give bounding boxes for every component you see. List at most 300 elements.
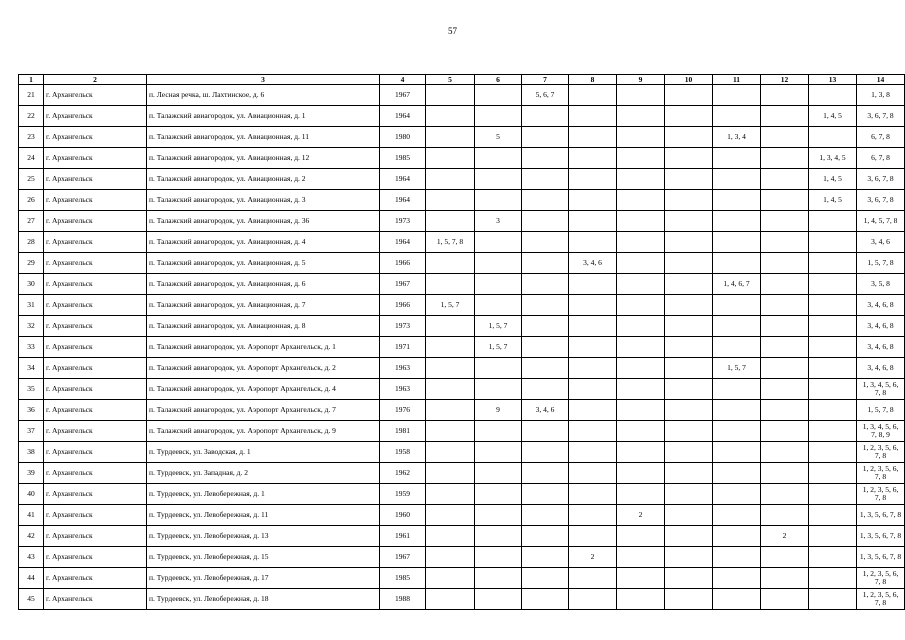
table-cell: 1, 2, 3, 5, 6, 7, 8 — [857, 442, 905, 463]
table-cell — [426, 589, 475, 610]
table-cell — [569, 316, 617, 337]
table-cell: 1960 — [380, 505, 426, 526]
table-cell: 9 — [475, 400, 522, 421]
table-cell — [522, 463, 569, 484]
table-cell: 1, 5, 7 — [475, 337, 522, 358]
table-cell — [617, 190, 665, 211]
table-cell — [522, 148, 569, 169]
table-cell — [522, 568, 569, 589]
column-header-3: 3 — [147, 75, 380, 85]
table-cell: 37 — [19, 421, 44, 442]
table-cell — [475, 253, 522, 274]
table-cell — [522, 295, 569, 316]
table-cell — [617, 337, 665, 358]
table-cell: п. Талажский авиагородок, ул. Авиационная, д. 4 — [147, 232, 380, 253]
table-cell — [426, 253, 475, 274]
table-cell — [761, 169, 809, 190]
table-cell — [761, 463, 809, 484]
table-cell: 1, 5, 7, 8 — [426, 232, 475, 253]
table-cell — [665, 211, 713, 232]
table-cell — [569, 169, 617, 190]
table-cell: г. Архангельск — [44, 400, 147, 421]
table-cell — [569, 211, 617, 232]
table-cell: 3, 4, 6, 8 — [857, 316, 905, 337]
table-cell — [713, 106, 761, 127]
table-cell — [426, 85, 475, 106]
table-cell: 1959 — [380, 484, 426, 505]
table-row — [19, 568, 905, 589]
table-cell — [426, 526, 475, 547]
table-cell — [617, 148, 665, 169]
table-cell — [665, 589, 713, 610]
table-cell: 3, 6, 7, 8 — [857, 106, 905, 127]
table-cell — [426, 547, 475, 568]
table-cell — [475, 295, 522, 316]
table-cell: 1, 3, 5, 6, 7, 8 — [857, 526, 905, 547]
table-row — [19, 484, 905, 505]
table-cell — [617, 85, 665, 106]
table-cell — [569, 505, 617, 526]
table-cell — [665, 505, 713, 526]
table-cell: 1973 — [380, 316, 426, 337]
table-cell — [569, 568, 617, 589]
table-cell — [617, 127, 665, 148]
table-cell — [809, 421, 857, 442]
table-cell: 1, 5, 7, 8 — [857, 400, 905, 421]
table-cell — [475, 547, 522, 568]
table-cell: 1958 — [380, 442, 426, 463]
table-cell: 29 — [19, 253, 44, 274]
table-cell: п. Талажский авиагородок, ул. Авиационная, д. 2 — [147, 169, 380, 190]
table-row — [19, 211, 905, 232]
table-cell — [569, 379, 617, 400]
table-cell — [665, 274, 713, 295]
table-cell — [475, 106, 522, 127]
table-cell — [475, 568, 522, 589]
table-cell: г. Архангельск — [44, 379, 147, 400]
table-cell — [761, 148, 809, 169]
table-cell — [426, 190, 475, 211]
table-cell — [426, 505, 475, 526]
table-cell — [761, 589, 809, 610]
table-cell — [761, 400, 809, 421]
table-cell: п. Турдеевск, ул. Левобережная, д. 13 — [147, 526, 380, 547]
table-cell — [713, 169, 761, 190]
table-cell — [809, 274, 857, 295]
table-cell — [426, 127, 475, 148]
table-cell: 32 — [19, 316, 44, 337]
table-cell: 1966 — [380, 295, 426, 316]
table-row — [19, 589, 905, 610]
table-cell — [522, 190, 569, 211]
table-cell — [522, 589, 569, 610]
table-cell — [713, 589, 761, 610]
table-cell — [665, 421, 713, 442]
table-cell — [522, 484, 569, 505]
table-cell — [569, 463, 617, 484]
table-cell — [522, 421, 569, 442]
table-cell — [665, 526, 713, 547]
table-cell — [475, 505, 522, 526]
page-number: 57 — [448, 26, 457, 36]
table-cell: 21 — [19, 85, 44, 106]
table-cell — [665, 547, 713, 568]
table-cell: п. Талажский авиагородок, ул. Авиационная, д. 11 — [147, 127, 380, 148]
table-cell: 6, 7, 8 — [857, 127, 905, 148]
table-cell: п. Талажский авиагородок, ул. Авиационная, д. 7 — [147, 295, 380, 316]
table-cell — [569, 148, 617, 169]
table-cell — [809, 589, 857, 610]
table-cell: 3 — [475, 211, 522, 232]
table-cell — [761, 337, 809, 358]
table-row — [19, 106, 905, 127]
table-cell: г. Архангельск — [44, 442, 147, 463]
table-cell — [522, 442, 569, 463]
table-cell: 25 — [19, 169, 44, 190]
table-cell: 1, 5, 7 — [475, 316, 522, 337]
table-cell: 1966 — [380, 253, 426, 274]
table-cell — [475, 526, 522, 547]
table-cell — [522, 232, 569, 253]
table-row — [19, 169, 905, 190]
table-cell — [713, 484, 761, 505]
table-cell — [475, 274, 522, 295]
table-cell: 2 — [617, 505, 665, 526]
table-cell: 1, 4, 5 — [809, 169, 857, 190]
table-cell — [809, 85, 857, 106]
table-cell: г. Архангельск — [44, 568, 147, 589]
table-cell: 34 — [19, 358, 44, 379]
table-cell — [426, 274, 475, 295]
table-cell — [617, 463, 665, 484]
table-cell: 1, 3, 4 — [713, 127, 761, 148]
table-cell: 33 — [19, 337, 44, 358]
table-cell: п. Турдеевск, ул. Левобережная, д. 11 — [147, 505, 380, 526]
table-cell — [522, 358, 569, 379]
table-cell — [475, 421, 522, 442]
table-cell — [475, 358, 522, 379]
column-header-10: 10 — [665, 75, 713, 85]
table-cell — [665, 442, 713, 463]
table-cell — [761, 505, 809, 526]
table-cell — [617, 274, 665, 295]
table-cell — [713, 547, 761, 568]
table-cell — [522, 127, 569, 148]
table-cell: п. Турдеевск, ул. Заводская, д. 1 — [147, 442, 380, 463]
table-cell: п. Турдеевск, ул. Левобережная, д. 1 — [147, 484, 380, 505]
table-cell — [713, 85, 761, 106]
table-cell — [617, 442, 665, 463]
table-cell: г. Архангельск — [44, 589, 147, 610]
table-cell: г. Архангельск — [44, 169, 147, 190]
table-cell — [665, 358, 713, 379]
table-cell — [713, 148, 761, 169]
table-cell: 1985 — [380, 148, 426, 169]
table-cell — [761, 316, 809, 337]
table-cell — [475, 463, 522, 484]
table-cell: 1, 4, 5, 7, 8 — [857, 211, 905, 232]
table-cell: 3, 4, 6 — [522, 400, 569, 421]
table-cell — [809, 442, 857, 463]
table-cell — [713, 463, 761, 484]
table-cell — [809, 526, 857, 547]
housing-register-table — [18, 74, 905, 610]
table-cell — [713, 526, 761, 547]
table-cell — [809, 337, 857, 358]
table-cell: 41 — [19, 505, 44, 526]
table-row — [19, 190, 905, 211]
table-cell — [761, 190, 809, 211]
table-cell: п. Талажский авиагородок, ул. Авиационная, д. 6 — [147, 274, 380, 295]
table-cell: г. Архангельск — [44, 295, 147, 316]
table-cell: г. Архангельск — [44, 463, 147, 484]
table-cell — [761, 484, 809, 505]
table-cell: г. Архангельск — [44, 148, 147, 169]
table-cell: 24 — [19, 148, 44, 169]
table-cell: 1, 3, 4, 5, 6, 7, 8 — [857, 379, 905, 400]
table-cell: 30 — [19, 274, 44, 295]
table-row — [19, 316, 905, 337]
table-cell — [809, 484, 857, 505]
table-cell — [569, 232, 617, 253]
table-cell — [665, 316, 713, 337]
table-cell: г. Архангельск — [44, 316, 147, 337]
column-header-12: 12 — [761, 75, 809, 85]
table-cell — [426, 442, 475, 463]
column-header-6: 6 — [475, 75, 522, 85]
table-cell — [665, 169, 713, 190]
table-cell — [475, 85, 522, 106]
table-cell — [569, 190, 617, 211]
table-cell: 31 — [19, 295, 44, 316]
table-cell — [665, 484, 713, 505]
table-cell — [665, 106, 713, 127]
table-cell: 1967 — [380, 274, 426, 295]
column-header-4: 4 — [380, 75, 426, 85]
table-cell: 5 — [475, 127, 522, 148]
table-cell: 1985 — [380, 568, 426, 589]
table-cell — [475, 379, 522, 400]
table-cell: 1963 — [380, 358, 426, 379]
table-row — [19, 148, 905, 169]
table-row — [19, 400, 905, 421]
table-cell — [713, 190, 761, 211]
table-cell — [761, 274, 809, 295]
table-cell: 1, 2, 3, 5, 6, 7, 8 — [857, 463, 905, 484]
table-cell — [617, 589, 665, 610]
table-cell: 1, 3, 5, 6, 7, 8 — [857, 547, 905, 568]
table-cell — [569, 400, 617, 421]
table-cell — [809, 127, 857, 148]
table-cell: п. Талажский авиагородок, ул. Авиационная, д. 1 — [147, 106, 380, 127]
table-cell — [761, 253, 809, 274]
table-row — [19, 253, 905, 274]
table-cell — [809, 358, 857, 379]
table-cell — [617, 358, 665, 379]
table-cell — [617, 568, 665, 589]
table-cell: 1, 2, 3, 5, 6, 7, 8 — [857, 568, 905, 589]
table-cell — [761, 568, 809, 589]
table-cell — [617, 526, 665, 547]
table-cell — [713, 400, 761, 421]
table-cell: 1, 2, 3, 5, 6, 7, 8 — [857, 589, 905, 610]
table-cell: 1, 5, 7 — [426, 295, 475, 316]
table-cell — [761, 442, 809, 463]
table-cell: 1963 — [380, 379, 426, 400]
column-header-1: 1 — [19, 75, 44, 85]
table-cell: г. Архангельск — [44, 421, 147, 442]
table-row — [19, 358, 905, 379]
table-cell — [569, 484, 617, 505]
table-cell — [809, 400, 857, 421]
table-cell — [713, 337, 761, 358]
table-cell: 1, 4, 6, 7 — [713, 274, 761, 295]
table-cell: 1967 — [380, 547, 426, 568]
table-cell: п. Турдеевск, ул. Левобережная, д. 17 — [147, 568, 380, 589]
header-row — [19, 75, 905, 85]
column-header-11: 11 — [713, 75, 761, 85]
table-cell: п. Талажский авиагородок, ул. Аэропорт Архангельск, д. 7 — [147, 400, 380, 421]
table-cell — [761, 295, 809, 316]
table-cell — [665, 232, 713, 253]
table-cell: 22 — [19, 106, 44, 127]
table-cell: 1976 — [380, 400, 426, 421]
table-cell: 42 — [19, 526, 44, 547]
table-cell — [761, 85, 809, 106]
table-cell — [569, 295, 617, 316]
table-cell — [569, 127, 617, 148]
table-cell: п. Талажский авиагородок, ул. Авиационная, д. 36 — [147, 211, 380, 232]
table-cell: 1964 — [380, 190, 426, 211]
table-cell — [665, 253, 713, 274]
table-cell — [522, 337, 569, 358]
table-cell: п. Талажский авиагородок, ул. Авиационная, д. 3 — [147, 190, 380, 211]
table-cell: п. Лесная речка, ш. Лахтинское, д. 6 — [147, 85, 380, 106]
table-cell: 1964 — [380, 106, 426, 127]
table-cell — [426, 379, 475, 400]
table-cell: 3, 4, 6 — [857, 232, 905, 253]
table-cell: 23 — [19, 127, 44, 148]
table-cell — [569, 442, 617, 463]
table-cell — [713, 253, 761, 274]
table-cell — [426, 316, 475, 337]
table-cell — [713, 442, 761, 463]
table-cell: п. Талажский авиагородок, ул. Аэропорт Архангельск, д. 1 — [147, 337, 380, 358]
table-cell: 28 — [19, 232, 44, 253]
table-cell: 1962 — [380, 463, 426, 484]
table-cell — [713, 379, 761, 400]
table-cell — [617, 421, 665, 442]
table-cell: 1961 — [380, 526, 426, 547]
table-cell — [761, 106, 809, 127]
table-cell: 1, 2, 3, 5, 6, 7, 8 — [857, 484, 905, 505]
table-cell — [713, 421, 761, 442]
column-header-8: 8 — [569, 75, 617, 85]
table-cell: 1988 — [380, 589, 426, 610]
table-cell: г. Архангельск — [44, 232, 147, 253]
table-cell — [475, 148, 522, 169]
table-cell: 1981 — [380, 421, 426, 442]
table-cell — [713, 316, 761, 337]
table-cell: 1, 4, 5 — [809, 106, 857, 127]
table-cell — [569, 337, 617, 358]
table-cell — [522, 526, 569, 547]
column-header-5: 5 — [426, 75, 475, 85]
table-cell: г. Архангельск — [44, 505, 147, 526]
table-cell — [809, 463, 857, 484]
table-cell: 1, 3, 5, 6, 7, 8 — [857, 505, 905, 526]
table-cell: 38 — [19, 442, 44, 463]
table-cell — [475, 169, 522, 190]
table-cell — [761, 232, 809, 253]
table-cell: 3, 4, 6, 8 — [857, 295, 905, 316]
table-cell: 39 — [19, 463, 44, 484]
table-cell: 45 — [19, 589, 44, 610]
table-cell — [809, 295, 857, 316]
table-row — [19, 337, 905, 358]
table-cell: г. Архангельск — [44, 127, 147, 148]
table-cell — [475, 442, 522, 463]
table-cell: г. Архангельск — [44, 358, 147, 379]
table-cell: 3, 6, 7, 8 — [857, 169, 905, 190]
table-cell — [665, 190, 713, 211]
table-cell: п. Турдеевск, ул. Левобережная, д. 18 — [147, 589, 380, 610]
table-row — [19, 274, 905, 295]
table-cell — [761, 127, 809, 148]
table-row — [19, 463, 905, 484]
table-cell — [475, 589, 522, 610]
table-cell — [426, 106, 475, 127]
table-cell: 26 — [19, 190, 44, 211]
table-cell: п. Турдеевск, ул. Западная, д. 2 — [147, 463, 380, 484]
table-cell — [617, 232, 665, 253]
table-cell — [522, 274, 569, 295]
table-cell — [713, 232, 761, 253]
table-cell: п. Талажский авиагородок, ул. Аэропорт Архангельск, д. 9 — [147, 421, 380, 442]
column-header-13: 13 — [809, 75, 857, 85]
table-cell — [761, 547, 809, 568]
table-cell — [426, 211, 475, 232]
table-cell: 2 — [761, 526, 809, 547]
table-cell — [761, 379, 809, 400]
column-header-7: 7 — [522, 75, 569, 85]
table-cell: п. Талажский авиагородок, ул. Авиационная, д. 5 — [147, 253, 380, 274]
table-cell: г. Архангельск — [44, 484, 147, 505]
table-cell: г. Архангельск — [44, 253, 147, 274]
table-row — [19, 526, 905, 547]
table-cell — [569, 358, 617, 379]
table-cell — [809, 568, 857, 589]
table-cell — [617, 295, 665, 316]
table-cell: 5, 6, 7 — [522, 85, 569, 106]
table-cell: п. Талажский авиагородок, ул. Аэропорт Архангельск, д. 2 — [147, 358, 380, 379]
table-cell: 1, 4, 5 — [809, 190, 857, 211]
table-cell — [522, 547, 569, 568]
table-cell: 35 — [19, 379, 44, 400]
table-cell — [665, 400, 713, 421]
table-cell — [809, 316, 857, 337]
table-cell — [617, 547, 665, 568]
table-cell — [475, 232, 522, 253]
table-row — [19, 127, 905, 148]
table-cell — [809, 505, 857, 526]
table-cell: 1964 — [380, 169, 426, 190]
table-cell — [522, 169, 569, 190]
table-row — [19, 505, 905, 526]
table-cell — [617, 316, 665, 337]
table-cell — [617, 400, 665, 421]
table-cell — [522, 316, 569, 337]
